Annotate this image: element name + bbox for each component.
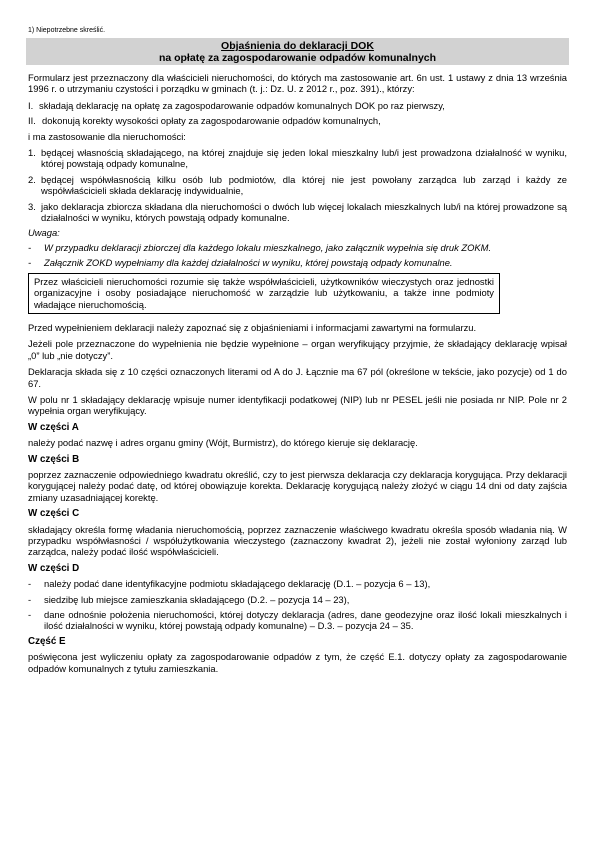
list-text: siedzibę lub miejsce zamieszkania składającego (D.2. – pozycja 14 – 23), [44, 593, 350, 605]
section-a-text: należy podać nazwę i adres organu gminy (Wójt, Burmistrz), do którego kieruje się deklarację. [28, 437, 418, 449]
list-marker: 1. [28, 147, 36, 159]
note-item [28, 257, 567, 268]
document-body [28, 72, 567, 679]
document-title: Objaśnienia do deklaracji DOK [221, 40, 374, 52]
list-text: dane odnośnie położenia nieruchomości, której dotyczy deklaracja (adres, dane geodezyjne oraz ilość lokali mieszkalnych i ilość działalności w wyniku, której powstają odpady komunalne) – D.3. – pozycja 24 – 35. [44, 609, 567, 632]
list-text: składają deklarację na opłatę za zagospodarowanie odpadów komunalnych DOK po raz pierwszy, [39, 99, 445, 111]
list-item [28, 147, 567, 170]
list-marker: - [28, 593, 32, 605]
list-item [28, 609, 567, 632]
list-text: Załącznik ZOKD wypełniamy dla każdej działalności w wyniku, której powstają odpady komunalne. [44, 257, 453, 269]
list-text: jako deklaracja zbiorcza składana dla nieruchomości o dwóch lub więcej lokalach mieszkalnych lub/i na której prowadzone są działalności w wyniku, których powstają odpady komunalne. [41, 200, 567, 224]
section-d-heading: W części D [28, 562, 80, 574]
title-banner [26, 38, 569, 65]
list-marker: - [28, 257, 32, 269]
list-item [28, 201, 567, 224]
list-text: W przypadku deklaracji zbiorczej dla każdego lokalu mieszkalnego, jako załącznik wypełnia się druk ZOKM. [44, 241, 492, 253]
list-item [28, 100, 567, 111]
paragraph: Jeżeli pole przeznaczone do wypełnienia nie będzie wypełnione – organ weryfikujący przyjmie, że składający deklarację wpisał „0” lub „nie dotyczy”. [28, 338, 567, 361]
paragraph: Deklaracja składa się z 10 części oznaczonych literami od A do J. Łącznie ma 67 pól (określone w tekście, jako pozycje) od 1 do 67. [28, 366, 567, 389]
section-e-text: poświęcona jest wyliczeniu opłaty za zagospodarowanie odpadów z tym, że część E.1. dotyczy opłaty za zagospodarowanie odpadów komunalnych z tytułu zamieszkania. [28, 651, 567, 674]
list-item [28, 115, 567, 126]
section-e-heading: Część E [28, 635, 66, 647]
list-marker: II. [28, 115, 36, 127]
list-marker: 2. [28, 173, 36, 185]
section-a-heading: W części A [28, 421, 79, 433]
applies-paragraph: i ma zastosowanie dla nieruchomości: [28, 130, 186, 142]
note-label: Uwaga: [28, 227, 60, 239]
list-marker: - [28, 241, 32, 253]
section-b-text: poprzez zaznaczenie odpowiedniego kwadratu określić, czy to jest pierwsza deklaracja czy deklaracja korygująca. Przy deklaracji korygującej należy podać datę, od której obowiązuje korekta. Deklarację korygującą należy złożyć w ciągu 14 dni od daty zajścia zmiany uzasadniającej korektę. [28, 468, 567, 503]
list-item [28, 594, 567, 605]
section-c-text: składający określa formę władania nieruchomością, poprzez zaznaczenie właściwego kwadratu określa sposób władania nią. W przypadku współwłasności / współużytkowania wieczystego (zaznaczony kwadrat 2), jeżeli nie został wyłoniony zarząd lub zarządca, należy podać ilość współwłaścicieli. [28, 523, 567, 558]
list-text: należy podać dane identyfikacyjne podmiotu składającego deklarację (D.1. – pozycja 6 – 13), [44, 578, 431, 590]
paragraph: W polu nr 1 składający deklarację wpisuje numer identyfikacji podatkowej (NIP) lub nr PESEL jeśli nie posiada nr NIP. Pole nr 2 wypełnia organ weryfikujący. [28, 393, 567, 417]
paragraph: Przed wypełnieniem deklaracji należy zapoznać się z objaśnieniami i informacjami zawartymi na formularzu. [28, 321, 477, 333]
list-marker: 3. [28, 200, 36, 212]
footnote: 1) Niepotrzebne skreślić. [28, 27, 106, 34]
owner-definition-box: Przez właścicieli nieruchomości rozumie się także współwłaścicieli, użytkowników wieczystych oraz jednostki organizacyjne i osoby posiadające nieruchomość w zarządzie lub użytkowaniu, a także inne podmioty władające nieruchomością. [28, 273, 500, 314]
list-marker: - [28, 609, 32, 621]
intro-paragraph: Formularz jest przeznaczony dla właścicieli nieruchomości, do których ma zastosowanie art. 6n ust. 1 ustawy z dnia 13 września 1996 r. o utrzymaniu czystości i porządku w gminach (t. j.: Dz. U. z 2012 r., poz. 391)., którzy: [28, 72, 567, 95]
list-marker: - [28, 578, 32, 590]
document-subtitle: na opłatę za zagospodarowanie odpadów komunalnych [158, 52, 437, 64]
list-marker: I. [28, 99, 34, 111]
section-c-heading: W części C [28, 508, 80, 520]
list-text: będącej współwłasnością kilku osób lub podmiotów, dla której nie jest powołany zarządca lub zarząd i każdy ze współwłaścicieli składa deklarację indywidualnie, [41, 173, 567, 197]
list-text: dokonują korekty wysokości opłaty za zagospodarowanie odpadów komunalnych, [42, 115, 381, 127]
section-b-heading: W części B [28, 453, 80, 465]
list-item [28, 578, 567, 589]
list-text: będącej własnością składającego, na której znajduje się jeden lokal mieszkalny lub/i jest prowadzona działalność w wyniku, której powstają odpady komunalne, [41, 147, 567, 170]
note-item [28, 242, 567, 253]
list-item [28, 174, 567, 197]
